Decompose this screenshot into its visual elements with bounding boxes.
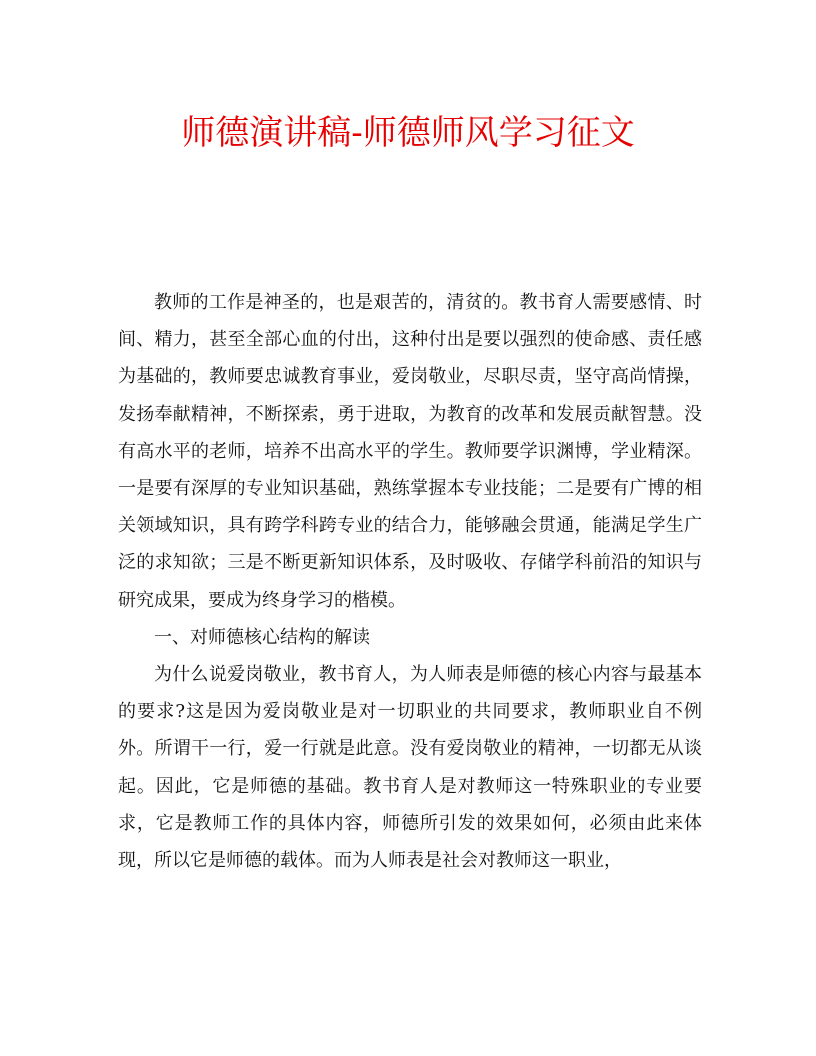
document-body	[118, 284, 702, 879]
document-title: 师德演讲稿-师德师风学习征文	[181, 113, 635, 153]
paragraph-core-structure: 为什么说爱岗敬业，教书育人，为人师表是师德的核心内容与最基本的要求?这是因为爱岗敬业是对一切职业的共同要求，教师职业自不例外。所谓干一行，爱一行就是此意。没有爱岗敬业的精神，一切都无从谈起。因此，它是师德的基础。教书育人是对教师这一特殊职业的专业要求，它是教师工作的具体内容，师德所引发的效果如何，必须由此来体现，所以它是师德的载体。而为人师表是社会对教师这一职业，	[118, 664, 702, 872]
paragraph-intro: 教师的工作是神圣的，也是艰苦的，清贫的。教书育人需要感情、时间、精力，甚至全部心血的付出，这种付出是要以强烈的使命感、责任感为基础的，教师要忠诚教育事业，爱岗敬业，尽职尽责，坚守高尚情操，发扬奉献精神，不断探索，勇于进取，为教育的改革和发展贡献智慧。没有高水平的老师，培养不出高水平的学生。教师要学识渊博，学业精深。一是要有深厚的专业知识基础，熟练掌握本专业技能；二是要有广博的相关领域知识，具有跨学科跨专业的结合力，能够融会贯通，能满足学生广泛的求知欲；三是不断更新知识体系，及时吸收、存储学科前沿的知识与研究成果，要成为终身学习的楷模。	[118, 292, 702, 611]
section-heading: 一、对师德核心结构的解读	[154, 626, 370, 648]
